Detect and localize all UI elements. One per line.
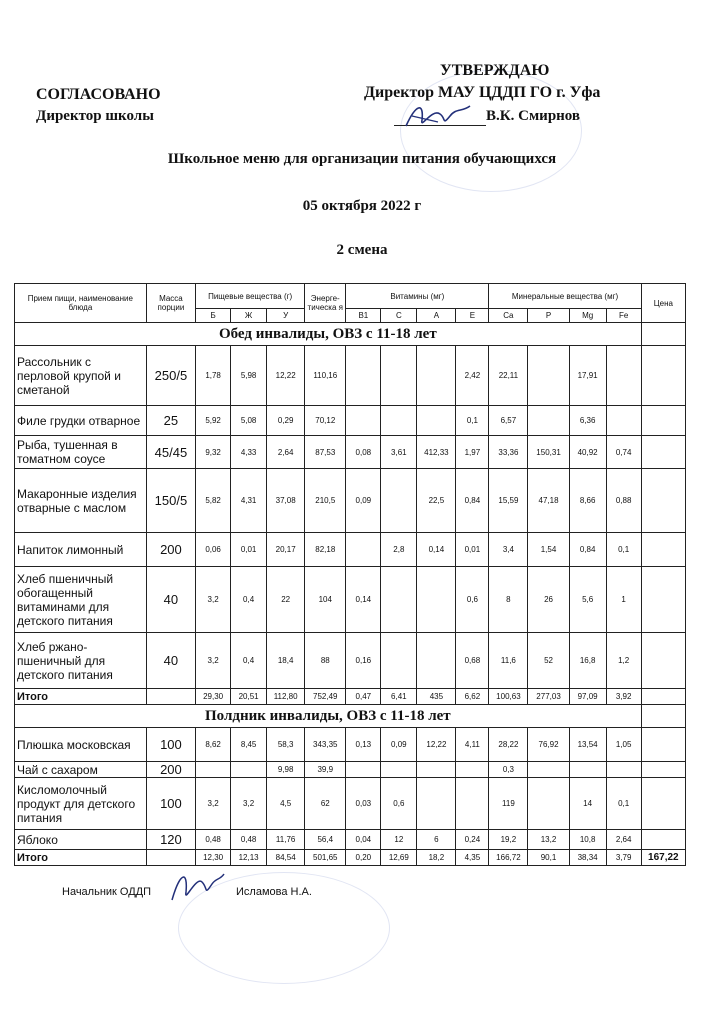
total-row [15,850,686,866]
value-b: 3,2 [196,567,231,633]
value-ca: 0,3 [489,762,528,778]
approve-title: УТВЕРЖДАЮ [440,62,550,79]
value-mg: 40,92 [569,436,606,469]
value-p: 76,92 [528,728,569,762]
table-row [15,406,686,436]
value-ca: 6,57 [489,406,528,436]
value-p: 13,2 [528,830,569,850]
value-zh: 4,31 [231,469,267,533]
value-p [528,406,569,436]
value-zh: 8,45 [231,728,267,762]
value-c [381,633,417,689]
price-cell [641,567,685,633]
value-mg: 10,8 [569,830,606,850]
value-zh: 3,2 [231,778,267,830]
value-b1: 0,09 [346,469,381,533]
value-c: 12 [381,830,417,850]
value-en: 56,4 [305,830,346,850]
value-zh: 0,01 [231,533,267,567]
value-b: 0,48 [196,830,231,850]
total-label: Итого [15,850,147,866]
value-zh [231,762,267,778]
value-c [381,469,417,533]
value-mg [569,762,606,778]
header-mg: Mg [569,309,606,323]
value-a [417,406,456,436]
value-c: 2,8 [381,533,417,567]
value-en: 39,9 [305,762,346,778]
value-b1 [346,762,381,778]
portion-mass: 200 [146,533,195,567]
value-u: 4,5 [267,778,305,830]
header-nutrients: Пищевые вещества (г) [196,284,305,309]
value-u: 11,76 [267,830,305,850]
value-en: 70,12 [305,406,346,436]
value-b: 3,2 [196,633,231,689]
table-cell [641,705,685,728]
value-b: 9,32 [196,436,231,469]
value-zh: 5,98 [231,346,267,406]
value-u: 84,54 [267,850,305,866]
value-p: 90,1 [528,850,569,866]
value-c [381,762,417,778]
section-title: Полдник инвалиды, ОВЗ с 11-18 лет [15,705,642,728]
value-b1: 0,04 [346,830,381,850]
value-u: 58,3 [267,728,305,762]
value-fe: 0,1 [606,778,641,830]
header-zh: Ж [231,309,267,323]
header-c: С [381,309,417,323]
value-b: 0,06 [196,533,231,567]
value-p: 52 [528,633,569,689]
document-title: Школьное меню для организации питания обучающихся [167,151,557,167]
value-b: 12,30 [196,850,231,866]
value-ca: 166,72 [489,850,528,866]
document-date: 05 октября 2022 г [302,198,422,214]
value-fe: 0,74 [606,436,641,469]
value-u: 112,80 [267,689,305,705]
section-title: Обед инвалиды, ОВЗ с 11-18 лет [15,323,642,346]
value-b1 [346,346,381,406]
portion-mass: 100 [146,728,195,762]
value-b1: 0,47 [346,689,381,705]
value-b [196,762,231,778]
value-ca: 100,63 [489,689,528,705]
price-cell [641,728,685,762]
total-row [15,689,686,705]
value-fe: 0,1 [606,533,641,567]
price-cell [641,469,685,533]
table-row [15,778,686,830]
value-a: 412,33 [417,436,456,469]
value-e: 4,11 [456,728,489,762]
portion-mass: 250/5 [146,346,195,406]
price-cell [641,533,685,567]
total-label: Итого [15,689,147,705]
value-e: 2,42 [456,346,489,406]
value-ca: 28,22 [489,728,528,762]
value-u: 20,17 [267,533,305,567]
dish-name: Яблоко [15,830,147,850]
value-p: 47,18 [528,469,569,533]
portion-mass: 120 [146,830,195,850]
value-mg: 97,09 [569,689,606,705]
value-b: 5,92 [196,406,231,436]
value-ca: 8 [489,567,528,633]
value-fe: 2,64 [606,830,641,850]
value-ca: 19,2 [489,830,528,850]
value-ca: 22,11 [489,346,528,406]
shift-label: 2 смена [336,242,388,258]
value-b1: 0,08 [346,436,381,469]
header-p: P [528,309,569,323]
value-mg: 0,84 [569,533,606,567]
price-cell [641,406,685,436]
price-cell [641,436,685,469]
header-a: А [417,309,456,323]
table-row [15,346,686,406]
portion-mass: 40 [146,567,195,633]
value-zh: 20,51 [231,689,267,705]
value-e: 0,68 [456,633,489,689]
value-c [381,406,417,436]
value-mg: 13,54 [569,728,606,762]
value-a [417,633,456,689]
value-a: 12,22 [417,728,456,762]
dish-name: Хлеб пшеничный обогащенный витаминами для детского питания [15,567,147,633]
value-e [456,778,489,830]
portion-mass [146,689,195,705]
portion-mass [146,850,195,866]
value-a [417,567,456,633]
value-b1: 0,16 [346,633,381,689]
header-u: У [267,309,305,323]
header-meal: Прием пищи, наименование блюда [15,284,147,323]
value-b: 5,82 [196,469,231,533]
table-row [15,633,686,689]
header-vitamins: Витамины (мг) [346,284,489,309]
footer-role: Начальник ОДДП [62,886,152,898]
portion-mass: 150/5 [146,469,195,533]
value-fe: 1 [606,567,641,633]
value-c [381,346,417,406]
value-zh: 0,4 [231,567,267,633]
value-mg: 38,34 [569,850,606,866]
value-e: 0,84 [456,469,489,533]
value-b: 3,2 [196,778,231,830]
price-cell [641,346,685,406]
value-en: 82,18 [305,533,346,567]
table-row [15,728,686,762]
value-ca: 15,59 [489,469,528,533]
header-mass: Масса порции [146,284,195,323]
dish-name: Рыба, тушенная в томатном соусе [15,436,147,469]
value-en: 87,53 [305,436,346,469]
header-energy: Энерге-тическа я [305,284,346,323]
value-a: 0,14 [417,533,456,567]
value-p [528,778,569,830]
value-fe: 1,05 [606,728,641,762]
header-ca: Ca [489,309,528,323]
value-c: 12,69 [381,850,417,866]
value-e [456,762,489,778]
header-price: Цена [641,284,685,323]
value-mg: 17,91 [569,346,606,406]
value-u: 0,29 [267,406,305,436]
value-u: 18,4 [267,633,305,689]
head-signature [166,866,226,910]
price-cell: 167,22 [641,850,685,866]
dish-name: Чай с сахаром [15,762,147,778]
table-row [15,762,686,778]
table-row [15,830,686,850]
price-cell [641,633,685,689]
value-a: 18,2 [417,850,456,866]
value-a: 435 [417,689,456,705]
table-row [15,533,686,567]
value-b1 [346,533,381,567]
dish-name: Филе грудки отварное [15,406,147,436]
value-p: 277,03 [528,689,569,705]
value-p [528,346,569,406]
value-fe: 3,79 [606,850,641,866]
value-e: 0,01 [456,533,489,567]
value-fe: 1,2 [606,633,641,689]
price-cell [641,830,685,850]
value-u: 2,64 [267,436,305,469]
value-ca: 11,6 [489,633,528,689]
value-mg: 14 [569,778,606,830]
value-en: 752,49 [305,689,346,705]
value-mg: 5,6 [569,567,606,633]
value-c: 6,41 [381,689,417,705]
value-mg: 8,66 [569,469,606,533]
value-en: 210,5 [305,469,346,533]
table-row [15,436,686,469]
agreed-role: Директор школы [36,108,154,124]
value-p: 150,31 [528,436,569,469]
dish-name: Плюшка московская [15,728,147,762]
value-en: 501,65 [305,850,346,866]
value-en: 62 [305,778,346,830]
price-cell [641,689,685,705]
value-b1: 0,20 [346,850,381,866]
value-ca: 33,36 [489,436,528,469]
approve-name: В.К. Смирнов [486,108,581,124]
value-fe [606,762,641,778]
value-u: 37,08 [267,469,305,533]
value-a [417,346,456,406]
menu-table [14,283,686,866]
value-b1 [346,406,381,436]
portion-mass: 100 [146,778,195,830]
portion-mass: 40 [146,633,195,689]
value-mg: 16,8 [569,633,606,689]
value-ca: 119 [489,778,528,830]
value-b1: 0,14 [346,567,381,633]
header-b1: В1 [346,309,381,323]
value-p: 1,54 [528,533,569,567]
agreed-title: СОГЛАСОВАНО [36,86,161,103]
value-p [528,762,569,778]
value-b: 8,62 [196,728,231,762]
value-u: 9,98 [267,762,305,778]
value-e: 0,6 [456,567,489,633]
value-e: 0,1 [456,406,489,436]
table-row [15,567,686,633]
value-a: 6 [417,830,456,850]
value-e: 6,62 [456,689,489,705]
value-zh: 0,4 [231,633,267,689]
dish-name: Кисломолочный продукт для детского питания [15,778,147,830]
value-a [417,778,456,830]
approve-role: Директор МАУ ЦДДП ГО г. Уфа [364,84,601,101]
portion-mass: 45/45 [146,436,195,469]
value-zh: 5,08 [231,406,267,436]
value-u: 12,22 [267,346,305,406]
table-row [15,469,686,533]
value-fe [606,346,641,406]
value-en: 110,16 [305,346,346,406]
dish-name: Напиток лимонный [15,533,147,567]
value-a: 22,5 [417,469,456,533]
dish-name: Макаронные изделия отварные с маслом [15,469,147,533]
value-c: 0,09 [381,728,417,762]
price-cell [641,778,685,830]
value-c: 3,61 [381,436,417,469]
value-b1: 0,13 [346,728,381,762]
value-zh: 4,33 [231,436,267,469]
value-zh: 0,48 [231,830,267,850]
price-cell [641,762,685,778]
value-c: 0,6 [381,778,417,830]
section-snack [15,705,686,728]
director-signature [398,96,478,136]
value-a [417,762,456,778]
value-en: 104 [305,567,346,633]
section-dinner [15,323,686,346]
value-mg: 6,36 [569,406,606,436]
value-e: 1,97 [456,436,489,469]
value-fe: 3,92 [606,689,641,705]
portion-mass: 200 [146,762,195,778]
value-ca: 3,4 [489,533,528,567]
header-b: Б [196,309,231,323]
dish-name: Рассольник с перловой крупой и сметаной [15,346,147,406]
value-p: 26 [528,567,569,633]
value-fe: 0,88 [606,469,641,533]
value-b: 1,78 [196,346,231,406]
footer-name: Исламова Н.А. [236,886,312,898]
value-fe [606,406,641,436]
value-zh: 12,13 [231,850,267,866]
menu-body [15,323,686,866]
value-en: 343,35 [305,728,346,762]
value-c [381,567,417,633]
dish-name: Хлеб ржано-пшеничный для детского питания [15,633,147,689]
value-en: 88 [305,633,346,689]
value-b1: 0,03 [346,778,381,830]
header-e: Е [456,309,489,323]
value-b: 29,30 [196,689,231,705]
value-e: 0,24 [456,830,489,850]
portion-mass: 25 [146,406,195,436]
header-minerals: Минеральные вещества (мг) [489,284,641,309]
table-cell [641,323,685,346]
header-fe: Fe [606,309,641,323]
value-u: 22 [267,567,305,633]
value-e: 4,35 [456,850,489,866]
